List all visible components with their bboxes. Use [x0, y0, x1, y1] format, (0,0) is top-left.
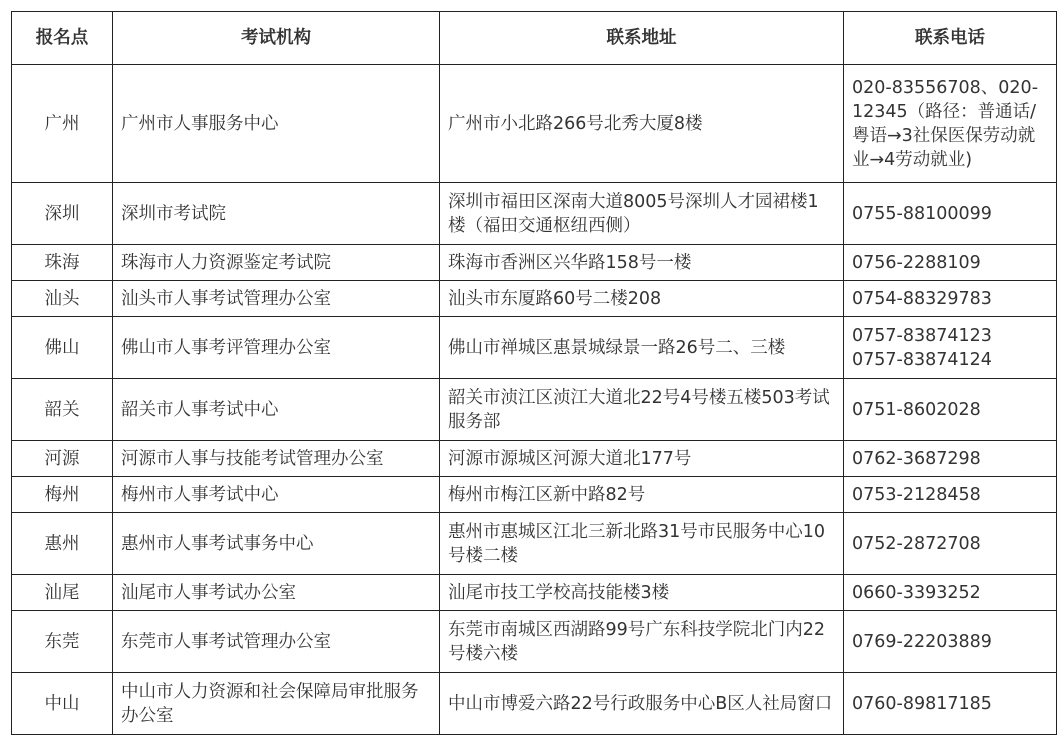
cell-org: 惠州市人事考试事务中心: [113, 513, 440, 575]
cell-phone: [844, 611, 1057, 673]
cell-phone: [844, 673, 1057, 735]
cell-address: 梅州市梅江区新中路82号: [440, 477, 844, 513]
cell-address: 东莞市南城区西湖路99号广东科技学院北门内22号楼六楼: [440, 611, 844, 673]
cell-phone: [844, 183, 1057, 245]
cell-city: 汕头: [12, 281, 113, 317]
cell-address: 中山市博爱六路22号行政服务中心B区人社局窗口: [440, 673, 844, 735]
cell-phone: [844, 575, 1057, 611]
cell-org: 河源市人事与技能考试管理办公室: [113, 441, 440, 477]
cell-address: 广州市小北路266号北秀大厦8楼: [440, 65, 844, 183]
cell-org: 汕尾市人事考试办公室: [113, 575, 440, 611]
table-row: [12, 317, 1057, 379]
table-row: [12, 183, 1057, 245]
exam-registration-table: [11, 11, 1057, 735]
phone-number: 0762-3687298: [852, 448, 981, 469]
cell-phone: [844, 477, 1057, 513]
cell-org: 韶关市人事考试中心: [113, 379, 440, 441]
cell-phone: [844, 441, 1057, 477]
cell-phone: [844, 65, 1057, 183]
table-row: [12, 611, 1057, 673]
phone-number: 0754-88329783: [852, 288, 992, 309]
cell-city: 广州: [12, 65, 113, 183]
cell-org: 中山市人力资源和社会保障局审批服务办公室: [113, 673, 440, 735]
cell-org: 佛山市人事考评管理办公室: [113, 317, 440, 379]
table-row: [12, 673, 1057, 735]
table-row: [12, 477, 1057, 513]
phone-number: 0753-2128458: [852, 484, 981, 505]
cell-phone: [844, 317, 1057, 379]
cell-address: 珠海市香洲区兴华路158号一楼: [440, 245, 844, 281]
cell-phone: [844, 245, 1057, 281]
header-org: 考试机构: [113, 12, 440, 65]
cell-phone: [844, 513, 1057, 575]
cell-org: 东莞市人事考试管理办公室: [113, 611, 440, 673]
header-address: 联系地址: [440, 12, 844, 65]
table-header-row: [12, 12, 1057, 65]
cell-org: 广州市人事服务中心: [113, 65, 440, 183]
table-row: [12, 575, 1057, 611]
header-phone: 联系电话: [844, 12, 1057, 65]
cell-address: 汕尾市技工学校高技能楼3楼: [440, 575, 844, 611]
phone-number: 0757-83874124: [852, 349, 992, 370]
phone-number: 0660-3393252: [852, 582, 981, 603]
phone-number: 0755-88100099: [852, 203, 992, 224]
table-row: [12, 245, 1057, 281]
phone-number: 0757-83874123: [852, 325, 992, 346]
cell-city: 梅州: [12, 477, 113, 513]
cell-city: 深圳: [12, 183, 113, 245]
phone-number: 020-83556708、020-12345（路径：普通话/粤语→3社保医保劳动就业→4劳动就业): [852, 77, 1039, 170]
table-row: [12, 281, 1057, 317]
cell-address: 惠州市惠城区江北三新北路31号市民服务中心10号楼二楼: [440, 513, 844, 575]
cell-org: 珠海市人力资源鉴定考试院: [113, 245, 440, 281]
table-row: [12, 65, 1057, 183]
cell-phone: [844, 379, 1057, 441]
table-row: [12, 513, 1057, 575]
phone-number: 0756-2288109: [852, 252, 981, 273]
phone-number: 0760-89817185: [852, 693, 992, 714]
cell-address: 深圳市福田区深南大道8005号深圳人才园裙楼1楼（福田交通枢纽西侧）: [440, 183, 844, 245]
cell-city: 中山: [12, 673, 113, 735]
cell-city: 河源: [12, 441, 113, 477]
cell-address: 韶关市浈江区浈江大道北22号4号楼五楼503考试服务部: [440, 379, 844, 441]
cell-address: 河源市源城区河源大道北177号: [440, 441, 844, 477]
cell-city: 汕尾: [12, 575, 113, 611]
cell-city: 惠州: [12, 513, 113, 575]
header-city: 报名点: [12, 12, 113, 65]
table-row: [12, 379, 1057, 441]
cell-address: 汕头市东厦路60号二楼208: [440, 281, 844, 317]
cell-org: 深圳市考试院: [113, 183, 440, 245]
cell-phone: [844, 281, 1057, 317]
phone-number: 0769-22203889: [852, 631, 992, 652]
cell-address: 佛山市禅城区惠景城绿景一路26号二、三楼: [440, 317, 844, 379]
phone-number: 0751-8602028: [852, 399, 981, 420]
cell-city: 佛山: [12, 317, 113, 379]
cell-city: 韶关: [12, 379, 113, 441]
table-row: [12, 441, 1057, 477]
phone-number: 0752-2872708: [852, 533, 981, 554]
cell-org: 汕头市人事考试管理办公室: [113, 281, 440, 317]
table-body: [12, 65, 1057, 735]
cell-org: 梅州市人事考试中心: [113, 477, 440, 513]
cell-city: 东莞: [12, 611, 113, 673]
cell-city: 珠海: [12, 245, 113, 281]
